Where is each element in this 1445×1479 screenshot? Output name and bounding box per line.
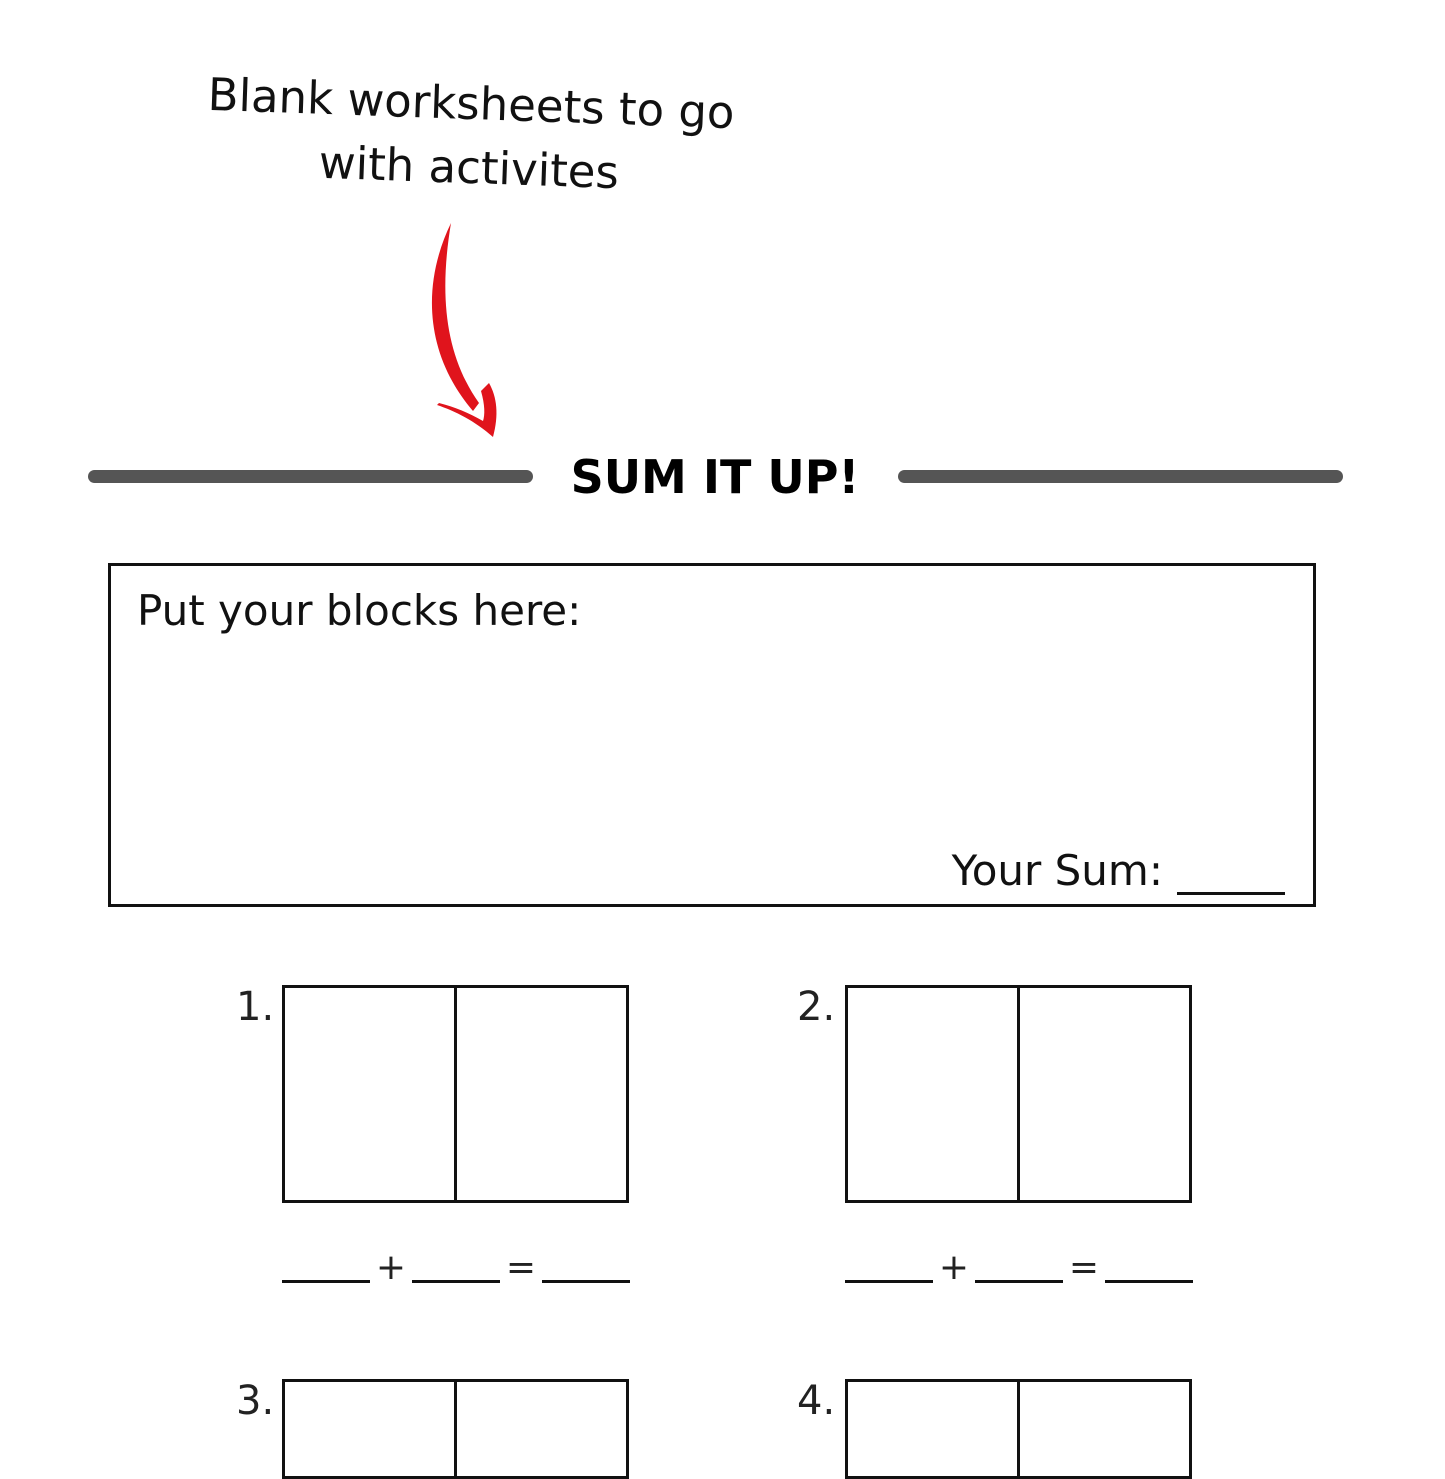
problem-1-equation <box>282 1247 630 1288</box>
problem-2-equation <box>845 1247 1193 1288</box>
problem-3-frame <box>282 1379 629 1479</box>
your-sum-blank[interactable] <box>1177 856 1285 895</box>
problem-2-left-cell[interactable] <box>848 988 1017 1200</box>
equals-sign: = <box>505 1247 537 1288</box>
problem-1-left-cell[interactable] <box>285 988 454 1200</box>
problem-2-right-cell[interactable] <box>1017 988 1189 1200</box>
title-rule-left <box>88 470 533 483</box>
problem-1-addend-b[interactable] <box>412 1250 500 1283</box>
callout-caption <box>178 62 762 210</box>
problem-3-number: 3. <box>236 1378 275 1424</box>
blocks-area[interactable] <box>108 563 1316 907</box>
problem-2-addend-b[interactable] <box>975 1250 1063 1283</box>
problem-2-number: 2. <box>797 984 836 1030</box>
blocks-label: Put your blocks here: <box>137 586 582 635</box>
problem-1-addend-a[interactable] <box>282 1250 370 1283</box>
problem-2-addend-a[interactable] <box>845 1250 933 1283</box>
your-sum-row <box>952 846 1285 895</box>
plus-sign: + <box>375 1247 407 1288</box>
problem-4-left-cell[interactable] <box>848 1382 1017 1476</box>
problem-2-frame <box>845 985 1192 1203</box>
problem-4-right-cell[interactable] <box>1017 1382 1189 1476</box>
problem-1-number: 1. <box>236 984 275 1030</box>
equals-sign: = <box>1068 1247 1100 1288</box>
problem-1-right-cell[interactable] <box>454 988 626 1200</box>
problem-4-number: 4. <box>797 1378 836 1424</box>
plus-sign: + <box>938 1247 970 1288</box>
problem-1-sum[interactable] <box>542 1250 630 1283</box>
red-arrow-icon <box>415 215 515 445</box>
problem-1-frame <box>282 985 629 1203</box>
your-sum-label: Your Sum: <box>951 846 1163 895</box>
problem-3-right-cell[interactable] <box>454 1382 626 1476</box>
callout-line-2: with activites <box>317 135 620 200</box>
callout-line-1: Blank worksheets to go <box>206 67 736 140</box>
problem-4-frame <box>845 1379 1192 1479</box>
arrow-shaft <box>432 223 479 411</box>
title-rule-right <box>898 470 1343 483</box>
problem-3-left-cell[interactable] <box>285 1382 454 1476</box>
problem-2-sum[interactable] <box>1105 1250 1193 1283</box>
worksheet-title: SUM IT UP! <box>570 450 860 504</box>
